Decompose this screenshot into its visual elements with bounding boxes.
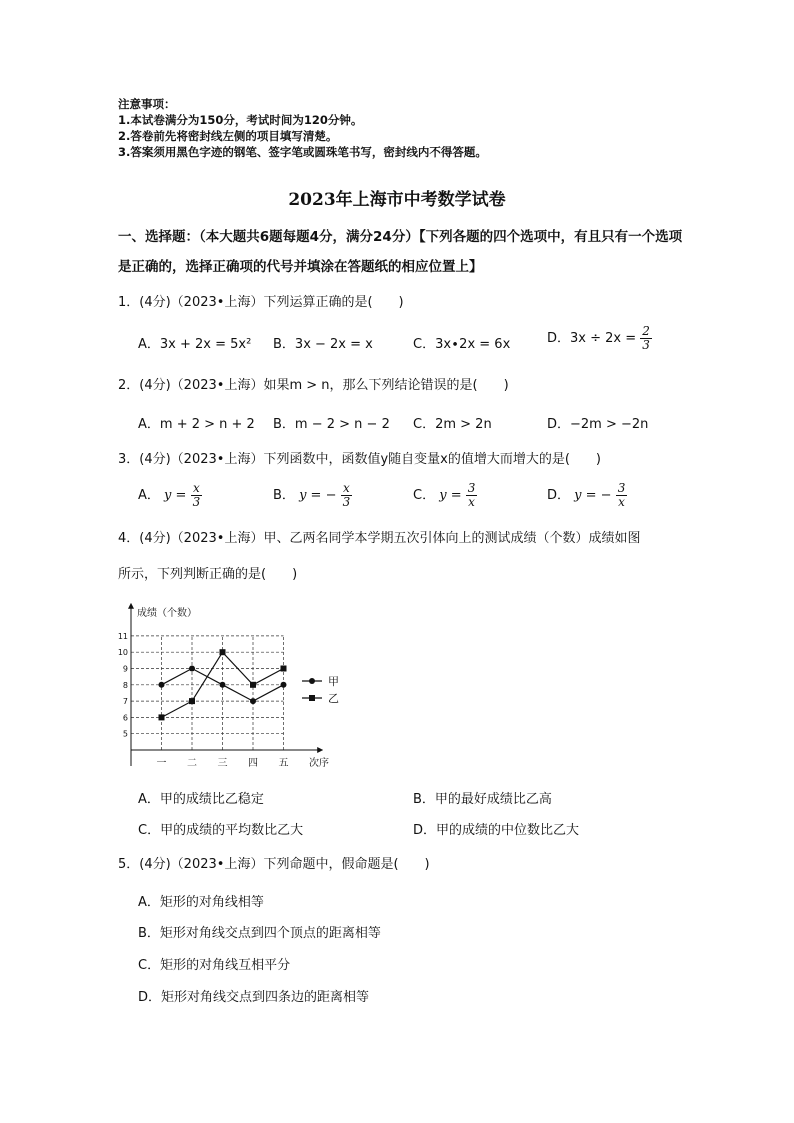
exam-title: 2023年上海市中考数学试卷 (288, 190, 506, 210)
question-1-stem: 1．(4分)（2023•上海）下列运算正确的是( ) (118, 295, 404, 310)
question-3-stem: 3．(4分)（2023•上海）下列函数中，函数值y随自变量x的值增大而增大的是( ) (118, 452, 601, 467)
fraction: $\frac{x}{3}$ (192, 481, 201, 509)
data-point (220, 682, 226, 688)
x-tick-label: 二 (187, 758, 197, 769)
x-tick-label: 五 (278, 758, 289, 769)
notice-heading: 注意事项： (118, 97, 176, 111)
data-point (159, 714, 165, 720)
y-tick-label: 10 (117, 648, 128, 658)
y-tick-label: 7 (122, 697, 128, 707)
data-point (159, 682, 165, 688)
y-tick-label: 5 (122, 729, 128, 739)
question-5-option-d: D．矩形对角线交点到四条边的距离相等 (138, 990, 370, 1005)
fraction: $\frac{x}{3}$ (342, 481, 351, 509)
question-1-option-a: A．3x + 2x = 5x² (138, 337, 252, 352)
question-4-option-b: B．甲的最好成绩比乙高 (413, 792, 552, 807)
data-point (220, 649, 226, 655)
question-5-option-c: C．矩形的对角线互相平分 (138, 958, 291, 973)
question-2-stem: 2．(4分)（2023•上海）如果m > n，那么下列结论错误的是( ) (118, 378, 509, 393)
question-4-stem-line1: 4．(4分)（2023•上海）甲、乙两名同学本学期五次引体向上的测试成绩（个数）成绩如图 (118, 531, 641, 546)
data-point (250, 698, 256, 704)
question-2-option-b: B．m − 2 > n − 2 (273, 417, 390, 432)
question-5-option-b: B．矩形对角线交点到四个顶点的距离相等 (138, 926, 381, 941)
section-heading: 一、选择题：（本大题共6题每题4分，满分24分）【下列各题的四个选项中，有且只有一个选项是正确的，选择正确项的代号并填涂在答题纸的相应位置上】 (118, 229, 683, 275)
question-4-option-a: A．甲的成绩比乙稳定 (138, 792, 264, 807)
question-3-option-b: B． y = − $\frac{x}{3}$ (273, 481, 351, 509)
legend-label: 乙 (328, 692, 339, 705)
question-5-option-a: A．矩形的对角线相等 (138, 895, 264, 910)
y-axis-label: 成绩（个数） (137, 608, 197, 619)
x-tick-label: 三 (217, 758, 228, 769)
question-3-option-c: C． y = $\frac{3}{x}$ (413, 481, 476, 509)
data-point (189, 698, 195, 704)
y-tick-label: 11 (117, 631, 128, 641)
legend-marker (309, 695, 315, 701)
question-1-option-c: C．3x∙2x = 6x (413, 337, 511, 352)
notice-item: 1.本试卷满分为150分，考试时间为120分钟。 (118, 113, 363, 127)
question-3-option-d: D． y = − $\frac{3}{x}$ (547, 481, 626, 509)
question-1-option-b: B．3x − 2x = x (273, 337, 373, 352)
fraction: $\frac{3}{x}$ (617, 481, 626, 509)
data-point (250, 682, 256, 688)
question-2-option-d: D．−2m > −2n (547, 417, 649, 432)
y-tick-label: 8 (122, 680, 128, 690)
question-3-option-a: A． y = $\frac{x}{3}$ (138, 481, 201, 509)
y-tick-label: 6 (122, 713, 128, 723)
question-2-option-c: C．2m > 2n (413, 417, 492, 432)
notice-item: 2.答卷前先将密封线左侧的项目填写清楚。 (118, 129, 338, 143)
notice-block (118, 96, 487, 160)
score-line-chart (116, 600, 356, 775)
data-point (281, 666, 287, 672)
legend-marker (309, 678, 315, 684)
question-4-stem-line2: 所示，下列判断正确的是( ) (118, 567, 298, 582)
question-4-option-d: D．甲的成绩的中位数比乙大 (413, 823, 580, 838)
question-5-stem: 5．(4分)（2023•上海）下列命题中，假命题是( ) (118, 857, 430, 872)
y-tick-label: 9 (122, 664, 128, 674)
question-2-option-a: A．m + 2 > n + 2 (138, 417, 255, 432)
fraction: $\frac{2}{3}$ (642, 324, 650, 352)
x-tick-label: 一 (156, 758, 167, 769)
question-1-option-d-text: D．3x ÷ 2x = (547, 331, 637, 346)
x-axis-label: 次序 (309, 758, 329, 769)
data-point (189, 666, 195, 672)
question-1-option-d (547, 325, 652, 352)
legend-label: 甲 (328, 675, 339, 688)
fraction: $\frac{3}{x}$ (467, 481, 476, 509)
data-point (281, 682, 287, 688)
question-4-option-c: C．甲的成绩的平均数比乙大 (138, 823, 304, 838)
x-tick-label: 四 (248, 758, 258, 769)
notice-item: 3.答案须用黑色字迹的钢笔、签字笔或圆珠笔书写，密封线内不得答题。 (118, 145, 487, 159)
